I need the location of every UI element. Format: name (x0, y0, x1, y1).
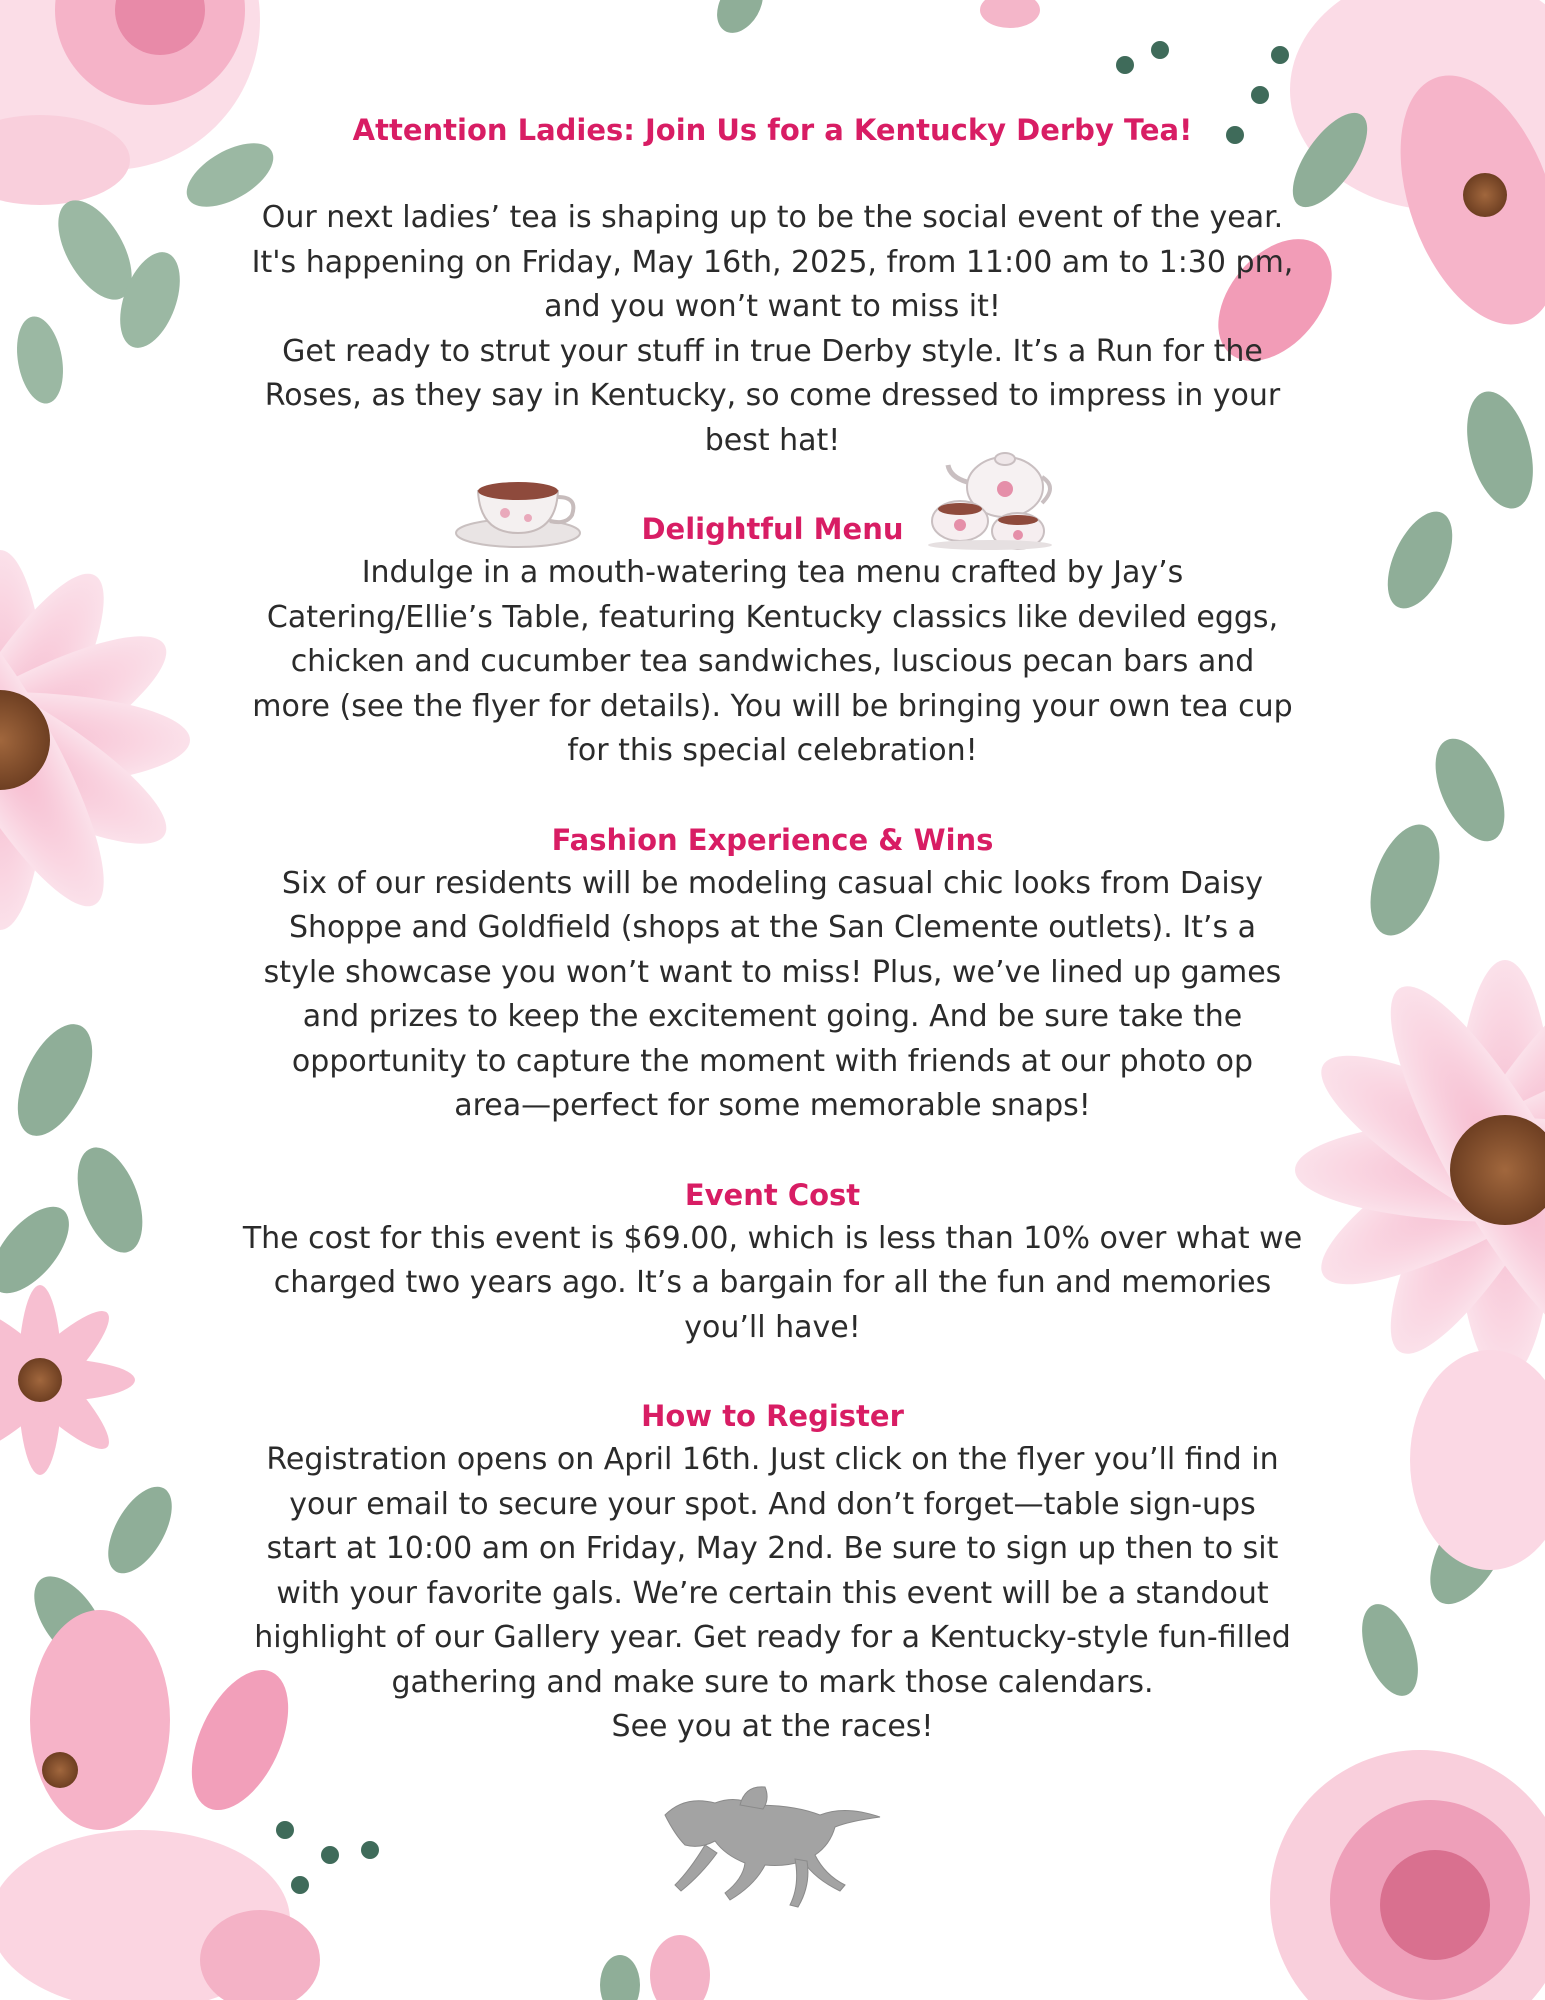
intro-line: Roses, as they say in Kentucky, so come dressed to impress in your (264, 378, 1281, 413)
page-title: Attention Ladies: Join Us for a Kentucky Derby Tea! (352, 113, 1193, 147)
leaves-top-center (708, 0, 1040, 41)
daisy-left (0, 550, 190, 930)
intro-line: Our next ladies’ tea is shaping up to be the social event of the year. (261, 200, 1284, 235)
cost-line: you’ll have! (684, 1309, 861, 1345)
fashion-line: area—perfect for some memorable snaps! (454, 1088, 1091, 1123)
fashion-heading: Fashion Experience & Wins (551, 822, 994, 857)
fashion-line: opportunity to capture the moment with friends at our photo op (291, 1043, 1254, 1079)
intro-line: and you won’t want to miss it! (544, 289, 1001, 324)
menu-heading-row (220, 463, 1325, 551)
cost-heading: Event Cost (684, 1177, 861, 1212)
daisy-left-small (0, 1285, 135, 1475)
cost-line: charged two years ago. It’s a bargain for all the fun and memories (273, 1265, 1272, 1300)
fashion-line: Shoppe and Goldfield (shops at the San Clemente outlets). It’s a (288, 910, 1257, 945)
racehorse-icon (645, 1775, 895, 1915)
register-line: with your favorite gals. We’re certain this event will be a standout (276, 1575, 1269, 1611)
fashion-section (220, 862, 1325, 1129)
menu-line: Indulge in a mouth-watering tea menu crafted by Jay’s (361, 555, 1184, 590)
intro-line: best hat! (704, 422, 841, 458)
register-line: See you at the races! (611, 1709, 934, 1744)
intro-line: It's happening on Friday, May 16th, 2025, from 11:00 am to 1:30 pm, (251, 244, 1294, 280)
menu-heading: Delightful Menu (641, 512, 904, 546)
register-line: your email to secure your spot. And don’t forget—table sign-ups (289, 1486, 1256, 1522)
berries-bottom-left (276, 1821, 379, 1894)
menu-line: more (see the flyer for details). You will be bringing your own tea cup (252, 688, 1293, 724)
register-line: start at 10:00 am on Friday, May 2nd. Be sure to sign up then to sit (266, 1531, 1279, 1566)
tulip-bottom-center (600, 1935, 710, 2000)
cost-section (220, 1217, 1325, 1351)
intro-section (220, 196, 1325, 463)
daisy-right (1295, 960, 1545, 1380)
register-line: highlight of our Gallery year. Get ready for a Kentucky-style fun-filled (254, 1620, 1291, 1655)
fashion-line: style showcase you won’t want to miss! Plus, we’ve lined up games (263, 954, 1282, 990)
intro-line: Get ready to strut your stuff in true Derby style. It’s a Run for the (282, 333, 1263, 369)
register-section (220, 1438, 1325, 1750)
register-heading: How to Register (641, 1399, 904, 1433)
teapot-icon (920, 447, 1060, 551)
menu-line: chicken and cucumber tea sandwiches, luscious pecan bars and (290, 644, 1255, 679)
flyer-content (220, 108, 1325, 1750)
menu-line: for this special celebration! (567, 733, 978, 768)
fashion-line: and prizes to keep the excitement going. And be sure take the (302, 999, 1243, 1034)
cost-line: The cost for this event is $69.00, which is less than 10% over what we (242, 1220, 1303, 1256)
menu-section (220, 551, 1325, 774)
menu-line: Catering/Ellie’s Table, featuring Kentucky classics like deviled eggs, (266, 599, 1279, 635)
register-line: gathering and make sure to mark those calendars. (391, 1664, 1154, 1700)
fashion-line: Six of our residents will be modeling casual chic looks from Daisy (281, 865, 1264, 901)
register-line: Registration opens on April 16th. Just click on the flyer you’ll find in (266, 1442, 1279, 1477)
